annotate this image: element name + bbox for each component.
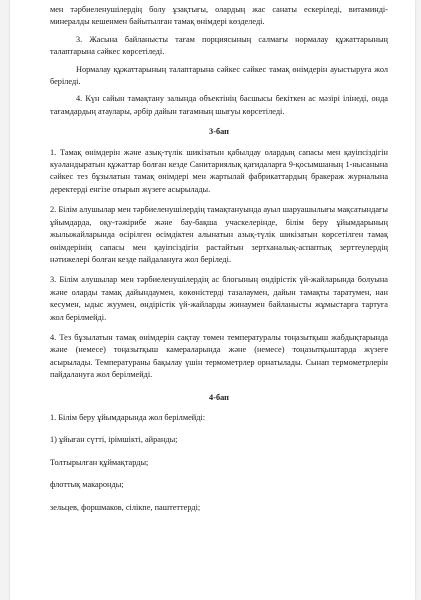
- paragraph-3: 3. Жасына байланысты тағам порциясының салмағы нормалау құжаттарының талаптарына сәйкес көрсетіледі.: [50, 34, 388, 57]
- paragraph-4: 4. Күн сайын тамақтану залында объектінің басшысы бекіткен ас мәзірі ілінеді, онда тағамдардың атаулары, әрбір дайын тағамның шығуы көрсетіледі.: [50, 94, 388, 116]
- section3-paragraph-3: 3. Білім алушылар мен тәрбиеленушілердің ас блогының өндірістік үй-жайларында болуына және оларды тамақ дайындаумен, көкөністерді тазалаумен, дайын тамақты таратумен, нан кесумен, ыдыс жуумен, өндірістік үй-жайларды жинаумен байланысты жұмыстарға тартуға жол берілмейді.: [50, 275, 388, 322]
- section4-list-item: зельцев, форшмаков, сілікпе, паштеттерді;: [50, 502, 201, 512]
- section3-paragraph-4: 4. Тез бұзылатын тамақ өнімдерін сақтау төмен температуралы тоңазытқыш жабдықтарында және (немесе) тоңазытқыш камераларында және (немесе) тоңазытқыштарда жүзеге асырылады. Температураны бақылау үшін термометрлер орнатылады. Сынап термометрлерін пайдалануға жол берілмейді.: [50, 332, 388, 380]
- section3-paragraph-1: 1. Тамақ өнімдерін және азық-түлік шикізатын қабылдау олардың сапасы мен қауіпсіздігін куәландыратын құжаттар болған кезде Санитариялық қағидаларға 9-қосымшаның 1-нысанына сәйкес тез бұзылатын тамақ өнімдері мен жартылай фабрикаттардың бракераж журналына деректерді енгізе отырып жүзеге асырылады.: [50, 147, 388, 194]
- section-heading-3: 3-бап: [209, 127, 229, 137]
- document-page: [10, 0, 415, 600]
- section4-list-item: 1) ұйыған сүтті, ірімшікті, айранды;: [50, 435, 178, 445]
- intro-paragraph: мен тәрбиеленушілердің болу ұзақтығы, олардың жас санаты ескеріледі, витаминді-минералды кешенмен байытылған тамақ өнімдері көзделеді.: [50, 5, 388, 27]
- document-body: [50, 4, 388, 514]
- section-heading-4: 4-бап: [209, 392, 229, 402]
- section4-paragraph-1: 1. Білім беру ұйымдарында жол берілмейді:: [50, 412, 206, 422]
- paragraph-normalization: Нормалау құжаттарының талаптарына сәйкес сәйкес тамақ өнімдерін ауыстыруға жол беріледі.: [50, 64, 388, 87]
- section3-paragraph-2: 2. Білім алушылар мен тәрбиеленушілердің тамақтануында ауыл шаруашылығы мақсатындағы ұйымдарда, оқу-тәжірибе және бау-бақша учаскелерінде, білім беру ұйымдарының жылыжайларында өсірілген өсімдіктен алынатын азық-түлік шикізатын көрсетілген тамақ өнімдерінің сапасы мен қауіпсіздігін растайтын зертханалық-аспаптық зерттеулердің нәтижелері болған кезде пайдалануға жол беріледі.: [50, 205, 388, 264]
- section4-list-item: Толтырылған құймақтарды;: [50, 457, 149, 467]
- section4-list-item: флоттық макаронды;: [50, 480, 124, 490]
